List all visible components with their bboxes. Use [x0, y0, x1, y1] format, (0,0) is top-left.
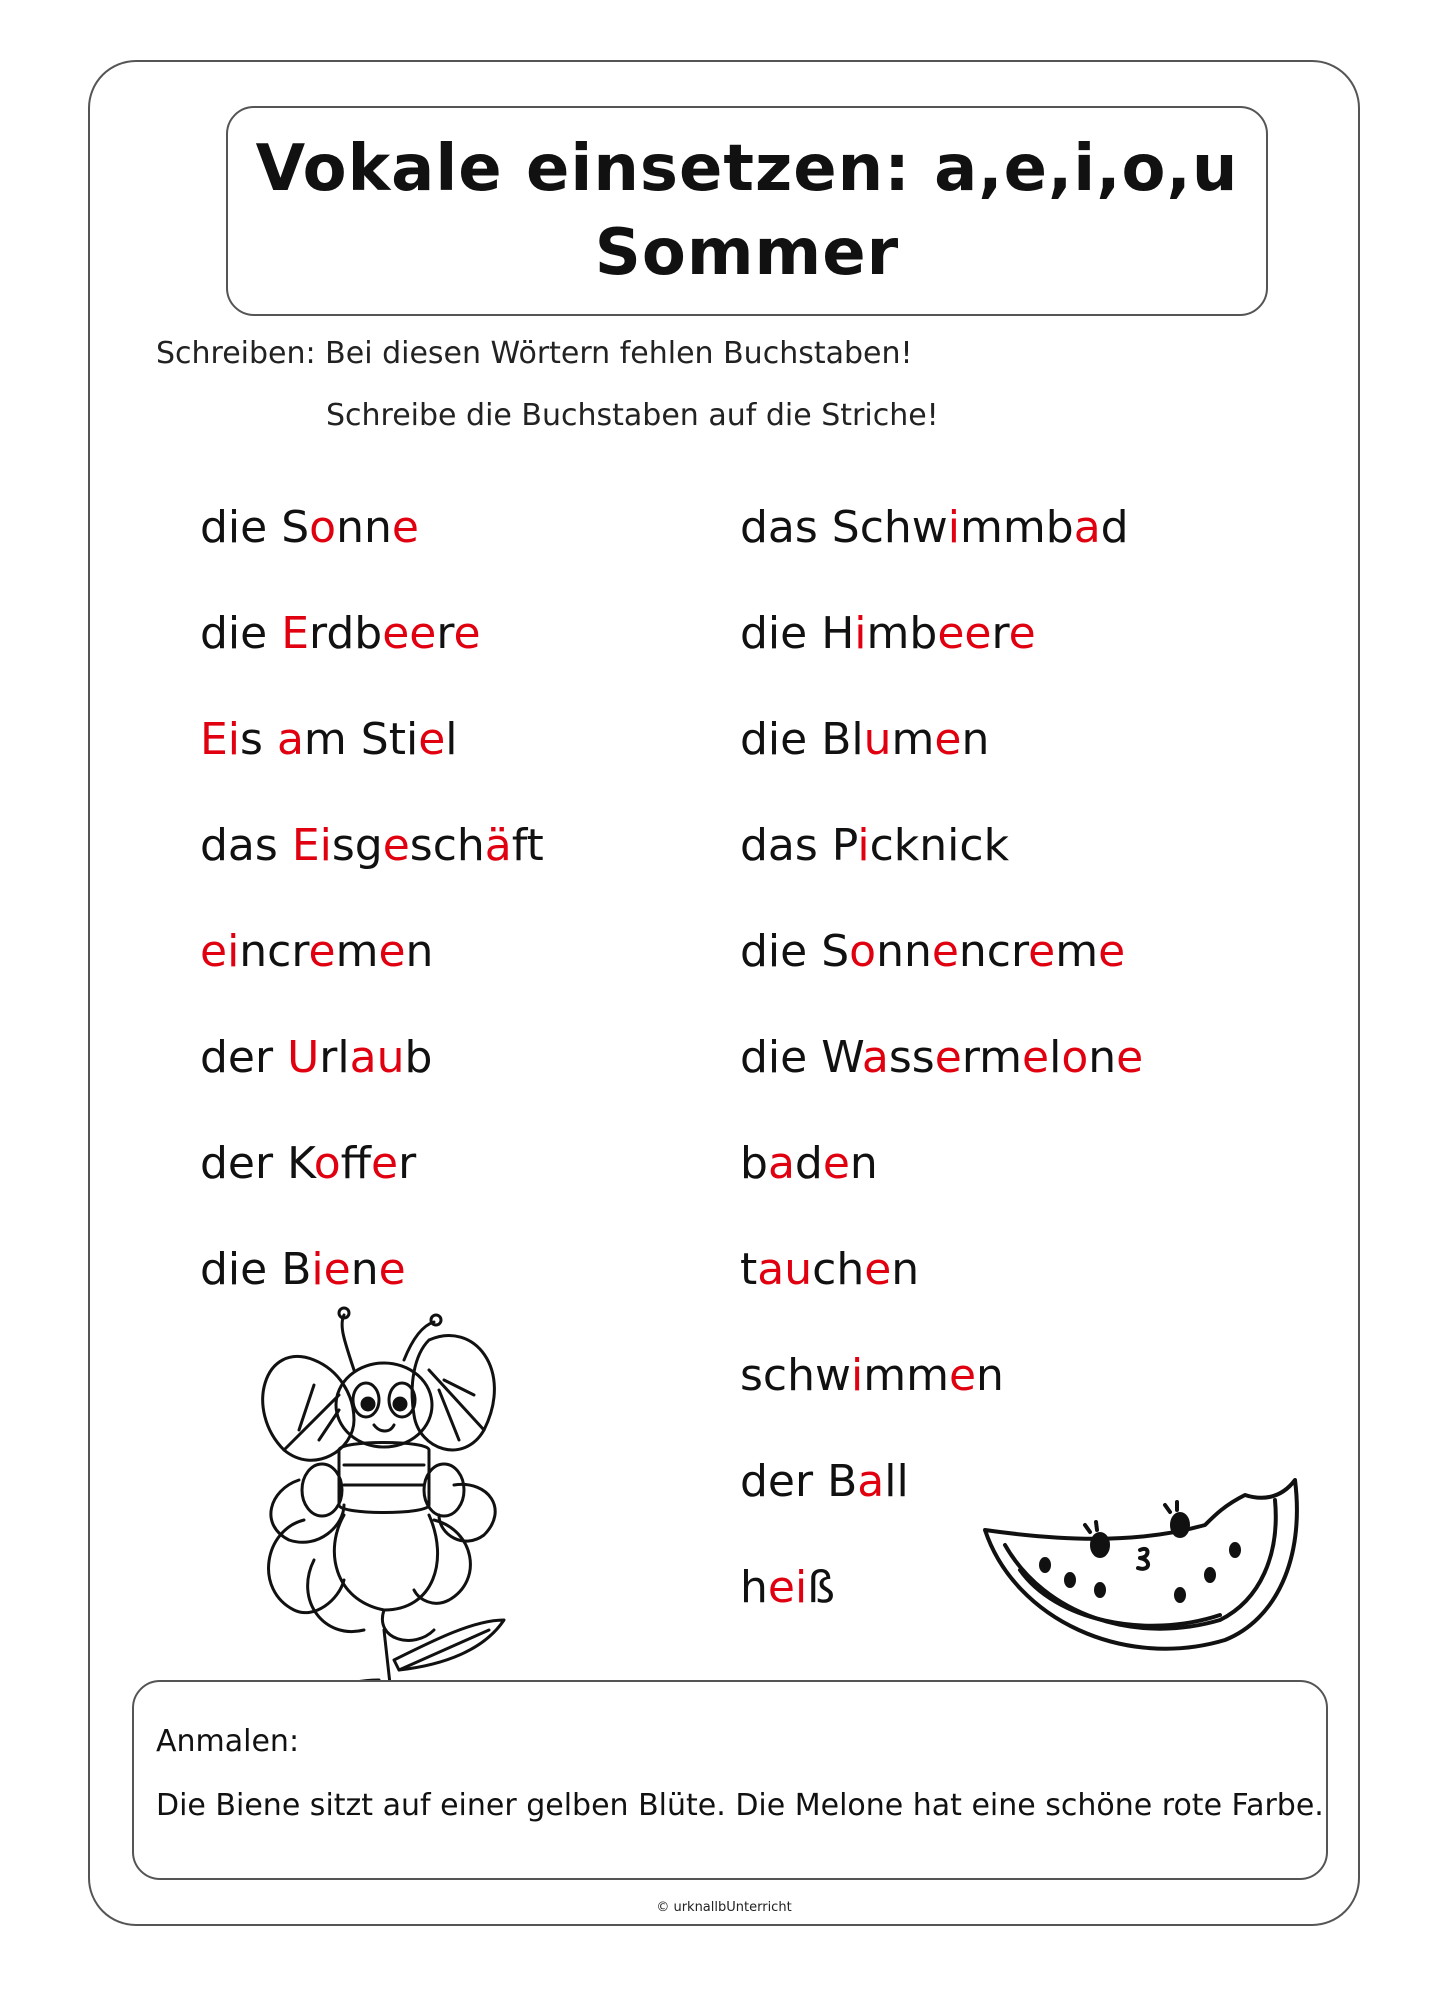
- consonant-segment: r: [991, 608, 1009, 659]
- word-item: [740, 500, 1129, 556]
- vowel-segment: e: [864, 1244, 892, 1295]
- word-item: [200, 1030, 432, 1086]
- word-item: [740, 1560, 835, 1616]
- word-item: [200, 924, 433, 980]
- word-item: [740, 818, 1009, 874]
- vowel-segment: au: [349, 1032, 405, 1083]
- consonant-segment: sch: [409, 820, 485, 871]
- vowel-segment: Ei: [200, 714, 241, 765]
- vowel-segment: e: [418, 714, 446, 765]
- consonant-segment: m: [1055, 926, 1099, 977]
- vowel-segment: ei: [200, 926, 240, 977]
- consonant-segment: n: [350, 1244, 379, 1295]
- consonant-segment: nn: [876, 926, 932, 977]
- consonant-segment: rl: [319, 1032, 350, 1083]
- consonant-segment: die H: [740, 608, 855, 659]
- consonant-segment: ch: [812, 1244, 865, 1295]
- consonant-segment: n: [849, 1138, 878, 1189]
- vowel-segment: e: [378, 926, 406, 977]
- vowel-segment: a: [767, 1138, 795, 1189]
- vowel-segment: ee: [382, 608, 437, 659]
- consonant-segment: das Schw: [740, 502, 948, 553]
- word-item: [740, 606, 1036, 662]
- consonant-segment: nn: [336, 502, 392, 553]
- consonant-segment: rdb: [309, 608, 383, 659]
- consonant-segment: ft: [511, 820, 544, 871]
- word-item: [740, 1030, 1143, 1086]
- vowel-segment: ä: [484, 820, 512, 871]
- vowel-segment: o: [849, 926, 877, 977]
- consonant-segment: ncr: [958, 926, 1029, 977]
- consonant-segment: die: [200, 608, 282, 659]
- vowel-segment: e: [453, 608, 481, 659]
- coloring-heading: Anmalen:: [156, 1724, 300, 1759]
- word-item: [740, 924, 1125, 980]
- consonant-segment: das: [200, 820, 292, 871]
- vowel-segment: e: [1008, 608, 1036, 659]
- consonant-segment: die S: [200, 502, 310, 553]
- vowel-segment: e: [1028, 926, 1056, 977]
- vowel-segment: a: [276, 714, 304, 765]
- instruction-line-2: Schreibe die Buchstaben auf die Striche!: [326, 398, 939, 433]
- vowel-segment: e: [308, 926, 336, 977]
- word-item: [740, 1242, 919, 1298]
- vowel-segment: e: [1116, 1032, 1144, 1083]
- vowel-segment: e: [371, 1138, 399, 1189]
- consonant-segment: b: [404, 1032, 433, 1083]
- consonant-segment: m: [335, 926, 379, 977]
- vowel-segment: Ei: [291, 820, 332, 871]
- consonant-segment: r: [398, 1138, 417, 1189]
- vowel-segment: ei: [767, 1562, 808, 1613]
- vowel-segment: o: [313, 1138, 341, 1189]
- consonant-segment: b: [740, 1138, 768, 1189]
- vowel-segment: o: [1061, 1032, 1089, 1083]
- consonant-segment: t: [740, 1244, 758, 1295]
- vowel-segment: E: [281, 608, 310, 659]
- watermelon-illustration: [975, 1470, 1310, 1680]
- vowel-segment: e: [948, 1350, 977, 1401]
- title-line-2: Sommer: [594, 216, 900, 290]
- vowel-segment: i: [854, 608, 867, 659]
- word-item: [200, 818, 544, 874]
- vowel-segment: a: [1073, 502, 1101, 553]
- word-item: [200, 1242, 406, 1298]
- vowel-segment: au: [757, 1244, 813, 1295]
- vowel-segment: e: [1098, 926, 1126, 977]
- vowel-segment: e: [391, 502, 419, 553]
- word-item: [740, 1348, 1004, 1404]
- vowel-segment: ee: [937, 608, 992, 659]
- consonant-segment: n: [891, 1244, 920, 1295]
- word-item: [740, 712, 989, 768]
- consonant-segment: schw: [740, 1350, 851, 1401]
- consonant-segment: sg: [331, 820, 383, 871]
- consonant-segment: r: [436, 608, 454, 659]
- consonant-segment: n: [405, 926, 434, 977]
- consonant-segment: mb: [866, 608, 938, 659]
- word-item: [740, 1454, 909, 1510]
- vowel-segment: i: [857, 820, 870, 871]
- consonant-segment: n: [961, 714, 990, 765]
- title-box: [226, 106, 1268, 316]
- title-line-1: Vokale einsetzen: a,e,i,o,u: [255, 132, 1239, 206]
- consonant-segment: s: [240, 714, 277, 765]
- word-item: [200, 500, 419, 556]
- consonant-segment: m: [891, 714, 935, 765]
- consonant-segment: ncr: [239, 926, 309, 977]
- vowel-segment: a: [861, 1032, 889, 1083]
- consonant-segment: die B: [200, 1244, 312, 1295]
- word-item: [200, 606, 481, 662]
- consonant-segment: die S: [740, 926, 850, 977]
- vowel-segment: e: [934, 1032, 962, 1083]
- consonant-segment: ss: [888, 1032, 935, 1083]
- consonant-segment: das P: [740, 820, 858, 871]
- consonant-segment: mmb: [960, 502, 1074, 553]
- vowel-segment: e: [822, 1138, 850, 1189]
- consonant-segment: l: [1049, 1032, 1062, 1083]
- consonant-segment: ll: [884, 1456, 909, 1507]
- consonant-segment: der: [200, 1032, 288, 1083]
- word-item: [200, 1136, 416, 1192]
- vowel-segment: o: [309, 502, 337, 553]
- consonant-segment: der B: [740, 1456, 858, 1507]
- consonant-segment: d: [1100, 502, 1129, 553]
- consonant-segment: cknick: [869, 820, 1010, 871]
- vowel-segment: U: [287, 1032, 320, 1083]
- vowel-segment: u: [863, 714, 892, 765]
- vowel-segment: e: [1022, 1032, 1050, 1083]
- consonant-segment: n: [1088, 1032, 1117, 1083]
- vowel-segment: e: [934, 714, 962, 765]
- consonant-segment: der K: [200, 1138, 314, 1189]
- consonant-segment: ff: [340, 1138, 371, 1189]
- consonant-segment: m Sti: [303, 714, 419, 765]
- coloring-instruction-box: [132, 1680, 1328, 1880]
- consonant-segment: h: [740, 1562, 768, 1613]
- vowel-segment: a: [857, 1456, 885, 1507]
- vowel-segment: ie: [311, 1244, 351, 1295]
- vowel-segment: e: [382, 820, 410, 871]
- consonant-segment: l: [445, 714, 458, 765]
- vowel-segment: i: [851, 1350, 864, 1401]
- copyright: © urknallbUnterricht: [656, 1900, 792, 1915]
- word-item: [740, 1136, 878, 1192]
- consonant-segment: d: [794, 1138, 823, 1189]
- vowel-segment: e: [378, 1244, 406, 1295]
- consonant-segment: rm: [961, 1032, 1022, 1083]
- consonant-segment: ß: [807, 1562, 835, 1613]
- consonant-segment: n: [976, 1350, 1004, 1401]
- word-item: [200, 712, 458, 768]
- consonant-segment: mm: [863, 1350, 949, 1401]
- consonant-segment: die W: [740, 1032, 862, 1083]
- bee-on-flower-illustration: [244, 1300, 554, 1720]
- vowel-segment: e: [931, 926, 959, 977]
- instruction-line-1: Schreiben: Bei diesen Wörtern fehlen Buchstaben!: [156, 336, 913, 371]
- consonant-segment: die Bl: [740, 714, 864, 765]
- vowel-segment: i: [947, 502, 961, 553]
- coloring-text: Die Biene sitzt auf einer gelben Blüte. Die Melone hat eine schöne rote Farbe.: [156, 1788, 1324, 1823]
